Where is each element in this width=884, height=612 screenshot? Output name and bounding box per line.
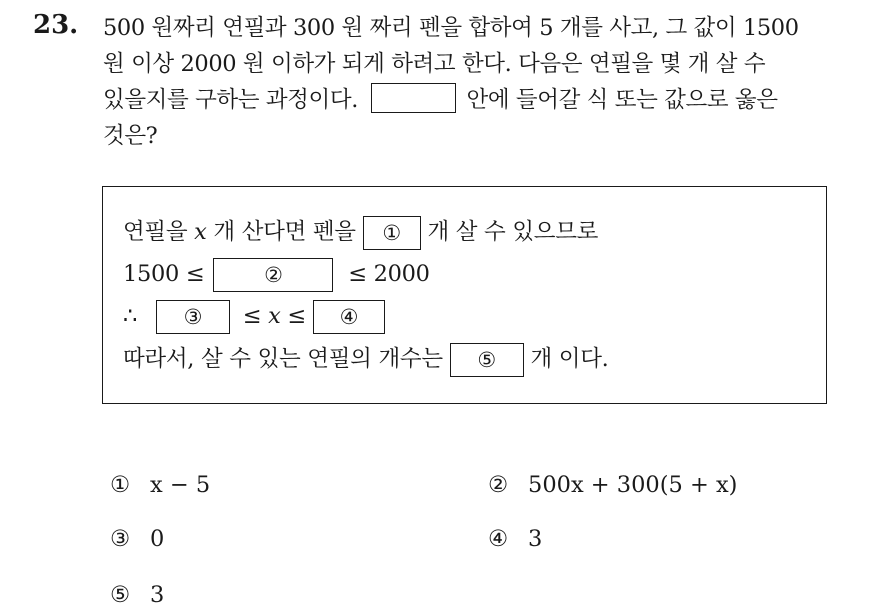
blank-box <box>371 83 456 113</box>
stem-line-3-before: 있을지를 구하는 과정이다. <box>103 87 358 113</box>
question-number: 23. <box>33 10 79 40</box>
choice-marker: ② <box>488 472 509 498</box>
choice-marker: ① <box>110 472 131 498</box>
choice-text: 3 <box>528 526 543 552</box>
choice-marker: ④ <box>488 526 509 552</box>
stem-line-3-after: 안에 들어갈 식 또는 값으로 옳은 <box>466 87 778 113</box>
panel-line-1 <box>123 214 598 250</box>
choice-text: 3 <box>150 582 165 608</box>
variable-x: x <box>268 303 281 329</box>
panel-line-4 <box>123 341 609 377</box>
choice-4[interactable] <box>488 522 542 556</box>
choice-text: 500x + 300(5 + x) <box>528 472 738 498</box>
choice-text: x − 5 <box>150 472 211 498</box>
panel-text: 1500 ≤ <box>123 261 205 287</box>
choice-text: 0 <box>150 526 165 552</box>
question-stem <box>103 10 873 154</box>
choice-3[interactable] <box>110 522 164 556</box>
therefore-symbol: ∴ <box>123 303 138 329</box>
choice-marker: ③ <box>110 526 131 552</box>
answer-slot-1: ① <box>363 216 421 250</box>
panel-text: 개 이다. <box>530 346 609 372</box>
panel-text: ≤ <box>287 303 306 329</box>
answer-slot-5: ⑤ <box>450 343 524 377</box>
stem-line-1: 500 원짜리 연필과 300 원 짜리 펜을 합하여 5 개를 사고, 그 값이 1500 <box>103 15 799 41</box>
panel-text: ≤ <box>242 303 262 329</box>
panel-text: 개 산다면 펜을 <box>213 219 356 245</box>
panel-text: ≤ 2000 <box>348 261 430 287</box>
reasoning-panel <box>102 186 827 404</box>
panel-text: 연필을 <box>123 219 188 245</box>
panel-line-2 <box>123 256 430 292</box>
choice-marker: ⑤ <box>110 582 131 608</box>
panel-text: 따라서, 살 수 있는 연필의 개수는 <box>123 346 443 372</box>
panel-text: 개 살 수 있으므로 <box>427 219 599 245</box>
answer-slot-2: ② <box>213 258 333 292</box>
stem-line-4: 것은? <box>103 123 158 149</box>
panel-line-3 <box>123 298 385 334</box>
choice-1[interactable] <box>110 468 210 502</box>
stem-line-2: 원 이상 2000 원 이하가 되게 하려고 한다. 다음은 연필을 몇 개 살 수 <box>103 51 766 77</box>
choice-2[interactable] <box>488 468 737 502</box>
stem-line-3 <box>103 82 873 118</box>
answer-slot-4: ④ <box>313 300 385 334</box>
variable-x: x <box>194 219 207 245</box>
answer-slot-3: ③ <box>156 300 230 334</box>
